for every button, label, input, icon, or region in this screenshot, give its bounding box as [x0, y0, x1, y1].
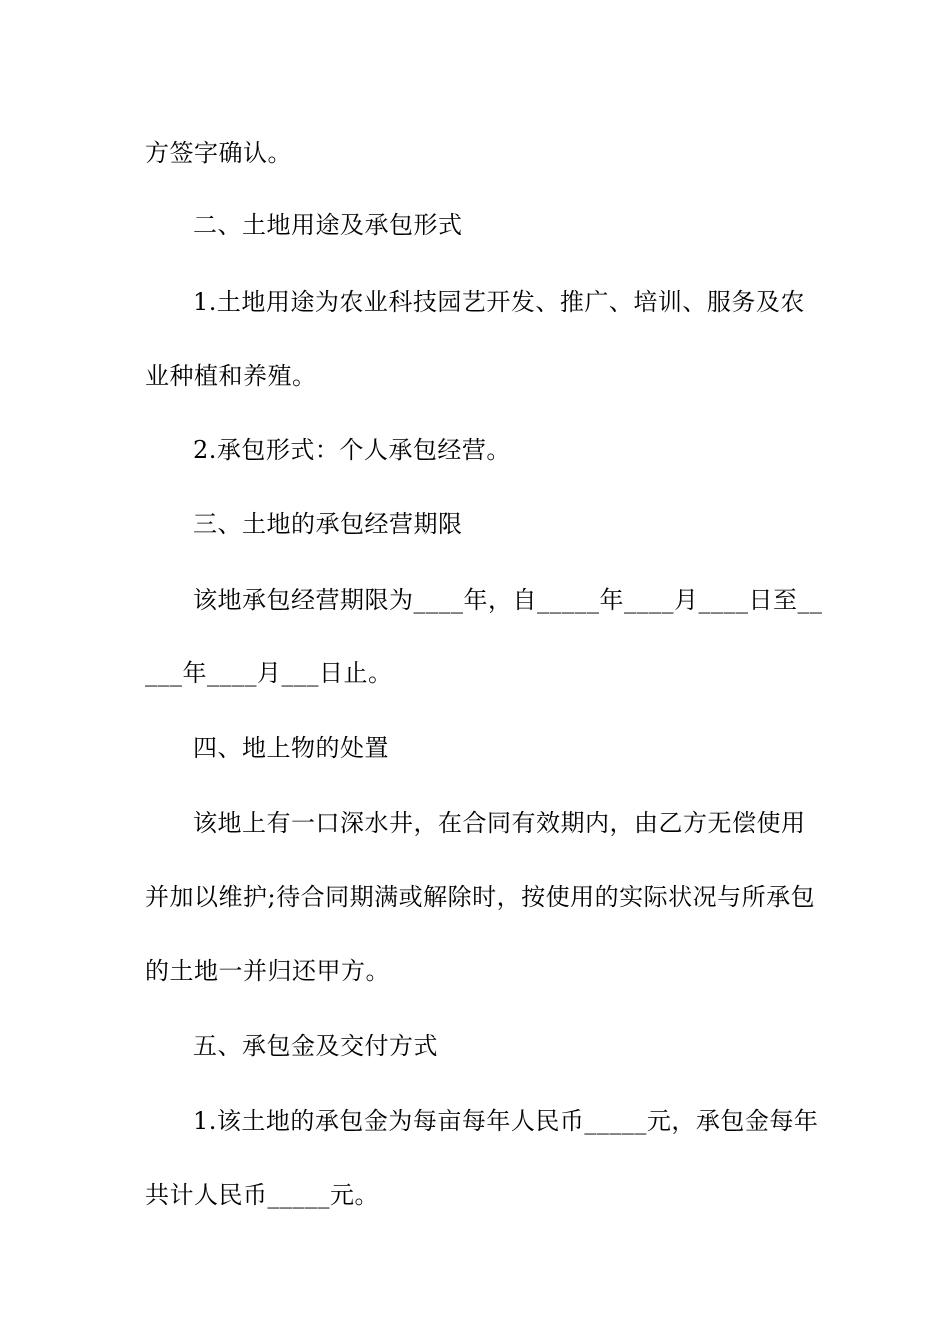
section-heading-3: 三、土地的承包经营期限 [193, 510, 463, 538]
term-paragraph: 该地承包经营期限为____年，自_____年____月____日至__ [193, 586, 823, 614]
section-heading-4: 四、地上物的处置 [193, 734, 389, 762]
term-paragraph-continuation: ___年____月___日止。 [145, 659, 393, 687]
paragraph-continuation: 方签字确认。 [145, 139, 292, 167]
clause-2-2: 2.承包形式：个人承包经营。 [193, 436, 511, 464]
clause-5-1: 1.该土地的承包金为每亩每年人民币_____元，承包金每年 [193, 1107, 819, 1135]
section-heading-5: 五、承包金及交付方式 [193, 1032, 438, 1060]
well-paragraph-line-2: 并加以维护;待合同期满或解除时，按使用的实际状况与所承包 [145, 883, 816, 911]
clause-2-1: 1.土地用途为农业科技园艺开发、推广、培训、服务及农 [193, 288, 805, 316]
section-heading-2: 二、土地用途及承包形式 [193, 211, 463, 239]
clause-2-1-continuation: 业种植和养殖。 [145, 362, 317, 390]
well-paragraph-line-3: 的土地一并归还甲方。 [145, 957, 390, 985]
well-paragraph: 该地上有一口深水井，在合同有效期内，由乙方无偿使用 [193, 809, 806, 837]
clause-5-1-continuation: 共计人民币_____元。 [145, 1181, 379, 1209]
